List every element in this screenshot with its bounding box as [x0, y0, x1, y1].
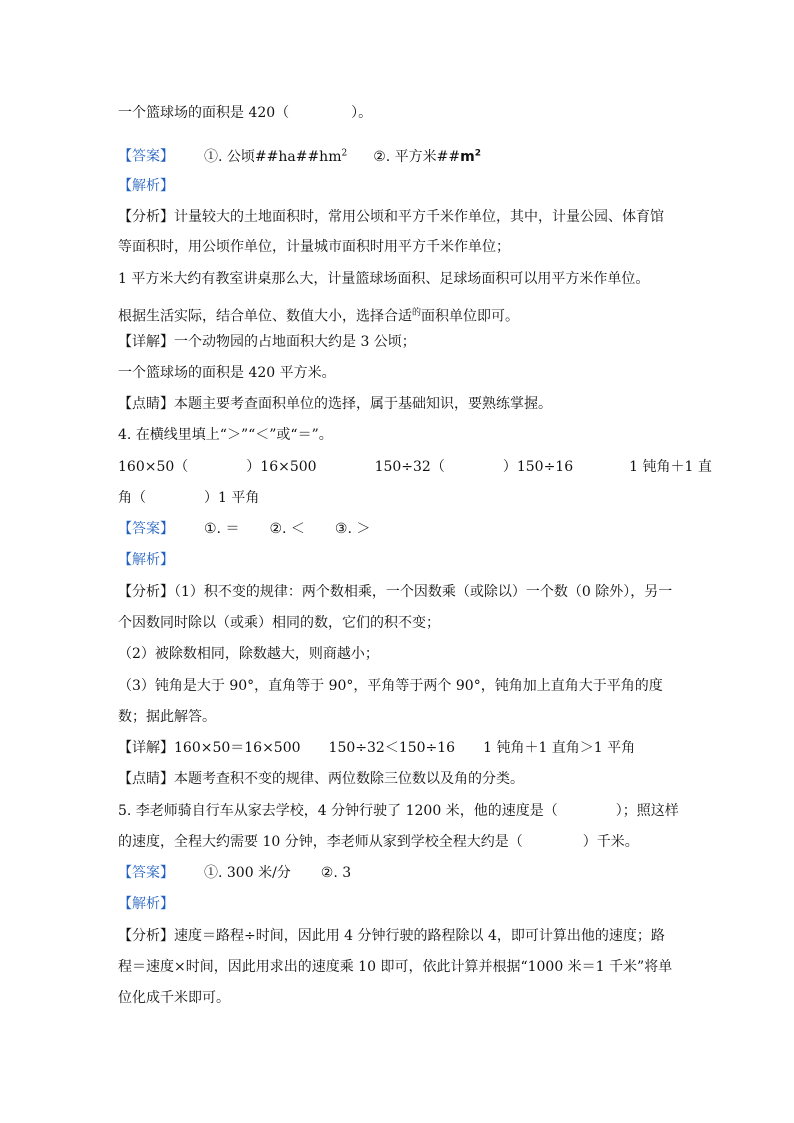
- q5-question-line2: 的速度，全程大约需要 10 分钟，李老师从家到学校全程大约是（ ）千米。: [118, 834, 639, 850]
- q5-question-line1: 5. 李老师骑自行车从家去学校，4 分钟行驶了 1200 米，他的速度是（ ）；照这样: [118, 803, 679, 819]
- q5-fenxi-line1: 【分析】速度＝路程÷时间，因此用 4 分钟行驶的路程除以 4，即可计算出他的速度；路: [118, 928, 665, 944]
- q4-fenxi-line1: 【分析】（1）积不变的规律：两个数相乘，一个因数乘（或除以）一个数（0 除外），另一: [118, 584, 673, 600]
- answer-tag: 【答案】: [118, 148, 174, 165]
- q4-expr1: 160×50（ ）16×500: [118, 459, 317, 475]
- jiexi-heading: 【解析】: [118, 896, 174, 912]
- q3-question-line: [118, 104, 372, 122]
- q3-fenxi-line1: 【分析】计量较大的土地面积时，常用公顷和平方千米作单位，其中，计量公园、体育馆: [118, 209, 664, 225]
- answer-1: ①. 公顷$\#\#ha\#\#hm^2$: [204, 148, 348, 165]
- q3-dianjing: 【点睛】本题主要考查面积单位的选择，属于基础知识，要熟练掌握。: [118, 396, 552, 412]
- fenxi-tag: 【分析】: [118, 209, 174, 225]
- xiangjie-tag: 【详解】: [118, 334, 174, 350]
- jiexi-heading: 【解析】: [118, 178, 174, 194]
- q3-suffix: ）。: [351, 105, 373, 121]
- answer-2: ②. ＜: [269, 521, 305, 537]
- q4-expressions-line2: 角（ ）1 平角: [118, 490, 260, 506]
- q4-fenxi-line4: （3）钝角是大于 90°，直角等于 90°，平角等于两个 90°，钝角加上直角大于平角的度: [118, 678, 663, 694]
- q3-xiangjie-line2: 一个篮球场的面积是 420 平方米。: [118, 365, 336, 381]
- q3-fenxi-line3: 1 平方米大约有教室讲桌那么大，计量篮球场面积、足球场面积可以用平方米作单位。: [118, 271, 650, 287]
- q4-expr3: 1 钝角＋1 直: [629, 459, 712, 475]
- q4-expressions-line1: [118, 458, 712, 476]
- answer-1: ①. 300 米/分: [204, 865, 291, 881]
- q4-fenxi-line2: 个因数同时除以（或乘）相同的数，它们的积不变；: [118, 615, 440, 631]
- q5-answer-line: [118, 864, 351, 882]
- q3-answer-line: [118, 144, 481, 166]
- answer-1: ①. ＝: [204, 521, 240, 537]
- q3-xiangjie-line1: 【详解】一个动物园的占地面积大约是 3 公顷；: [118, 334, 416, 350]
- answer-tag: 【答案】: [118, 521, 174, 537]
- q4-dianjing: 【点睛】本题考查积不变的规律、两位数除三位数以及角的分类。: [118, 771, 524, 787]
- dianjing-tag: 【点睛】: [118, 771, 174, 787]
- q4-expr2: 150÷32（ ）150÷16: [374, 459, 574, 475]
- q5-fenxi-line3: 位化成千米即可。: [118, 990, 230, 1006]
- q4-title: 4. 在横线里填上“＞”“＜”或“＝”。: [118, 427, 333, 443]
- xiangjie-tag: 【详解】: [118, 740, 174, 756]
- q4-fenxi-line3: （2）被除数相同，除数越大，则商越小；: [118, 646, 379, 662]
- q4-xiangjie: 【详解】160×50＝16×500 150÷32＜150÷16 1 钝角＋1 直角＞1 平角: [118, 740, 636, 756]
- jiexi-heading: 【解析】: [118, 552, 174, 568]
- answer-tag: 【答案】: [118, 865, 174, 881]
- answer-3: ③. ＞: [334, 521, 371, 537]
- fenxi-tag: 【分析】: [118, 584, 174, 600]
- answer-2: ②. 平方米$\#\#m^2$: [373, 148, 481, 165]
- q4-answer-line: [118, 520, 370, 538]
- q3-prefix: 一个篮球场的面积是 420（: [118, 105, 290, 121]
- q3-fenxi-line2: 等面积时，用公顷作单位，计量城市面积时用平方千米作单位；: [118, 239, 510, 255]
- fenxi-tag: 【分析】: [118, 928, 174, 944]
- q5-fenxi-line2: 程＝速度×时间，因此用求出的速度乘 10 即可，依此计算并根据“1000 米＝1 千米”将单: [118, 959, 673, 975]
- answer-2: ②. 3: [320, 865, 352, 881]
- dianjing-tag: 【点睛】: [118, 396, 174, 412]
- q4-fenxi-line5: 数；据此解答。: [118, 709, 216, 725]
- q3-fenxi-line4: 根据生活实际，结合单位、数值大小，选择合适$^的$面积单位即可。: [118, 308, 520, 325]
